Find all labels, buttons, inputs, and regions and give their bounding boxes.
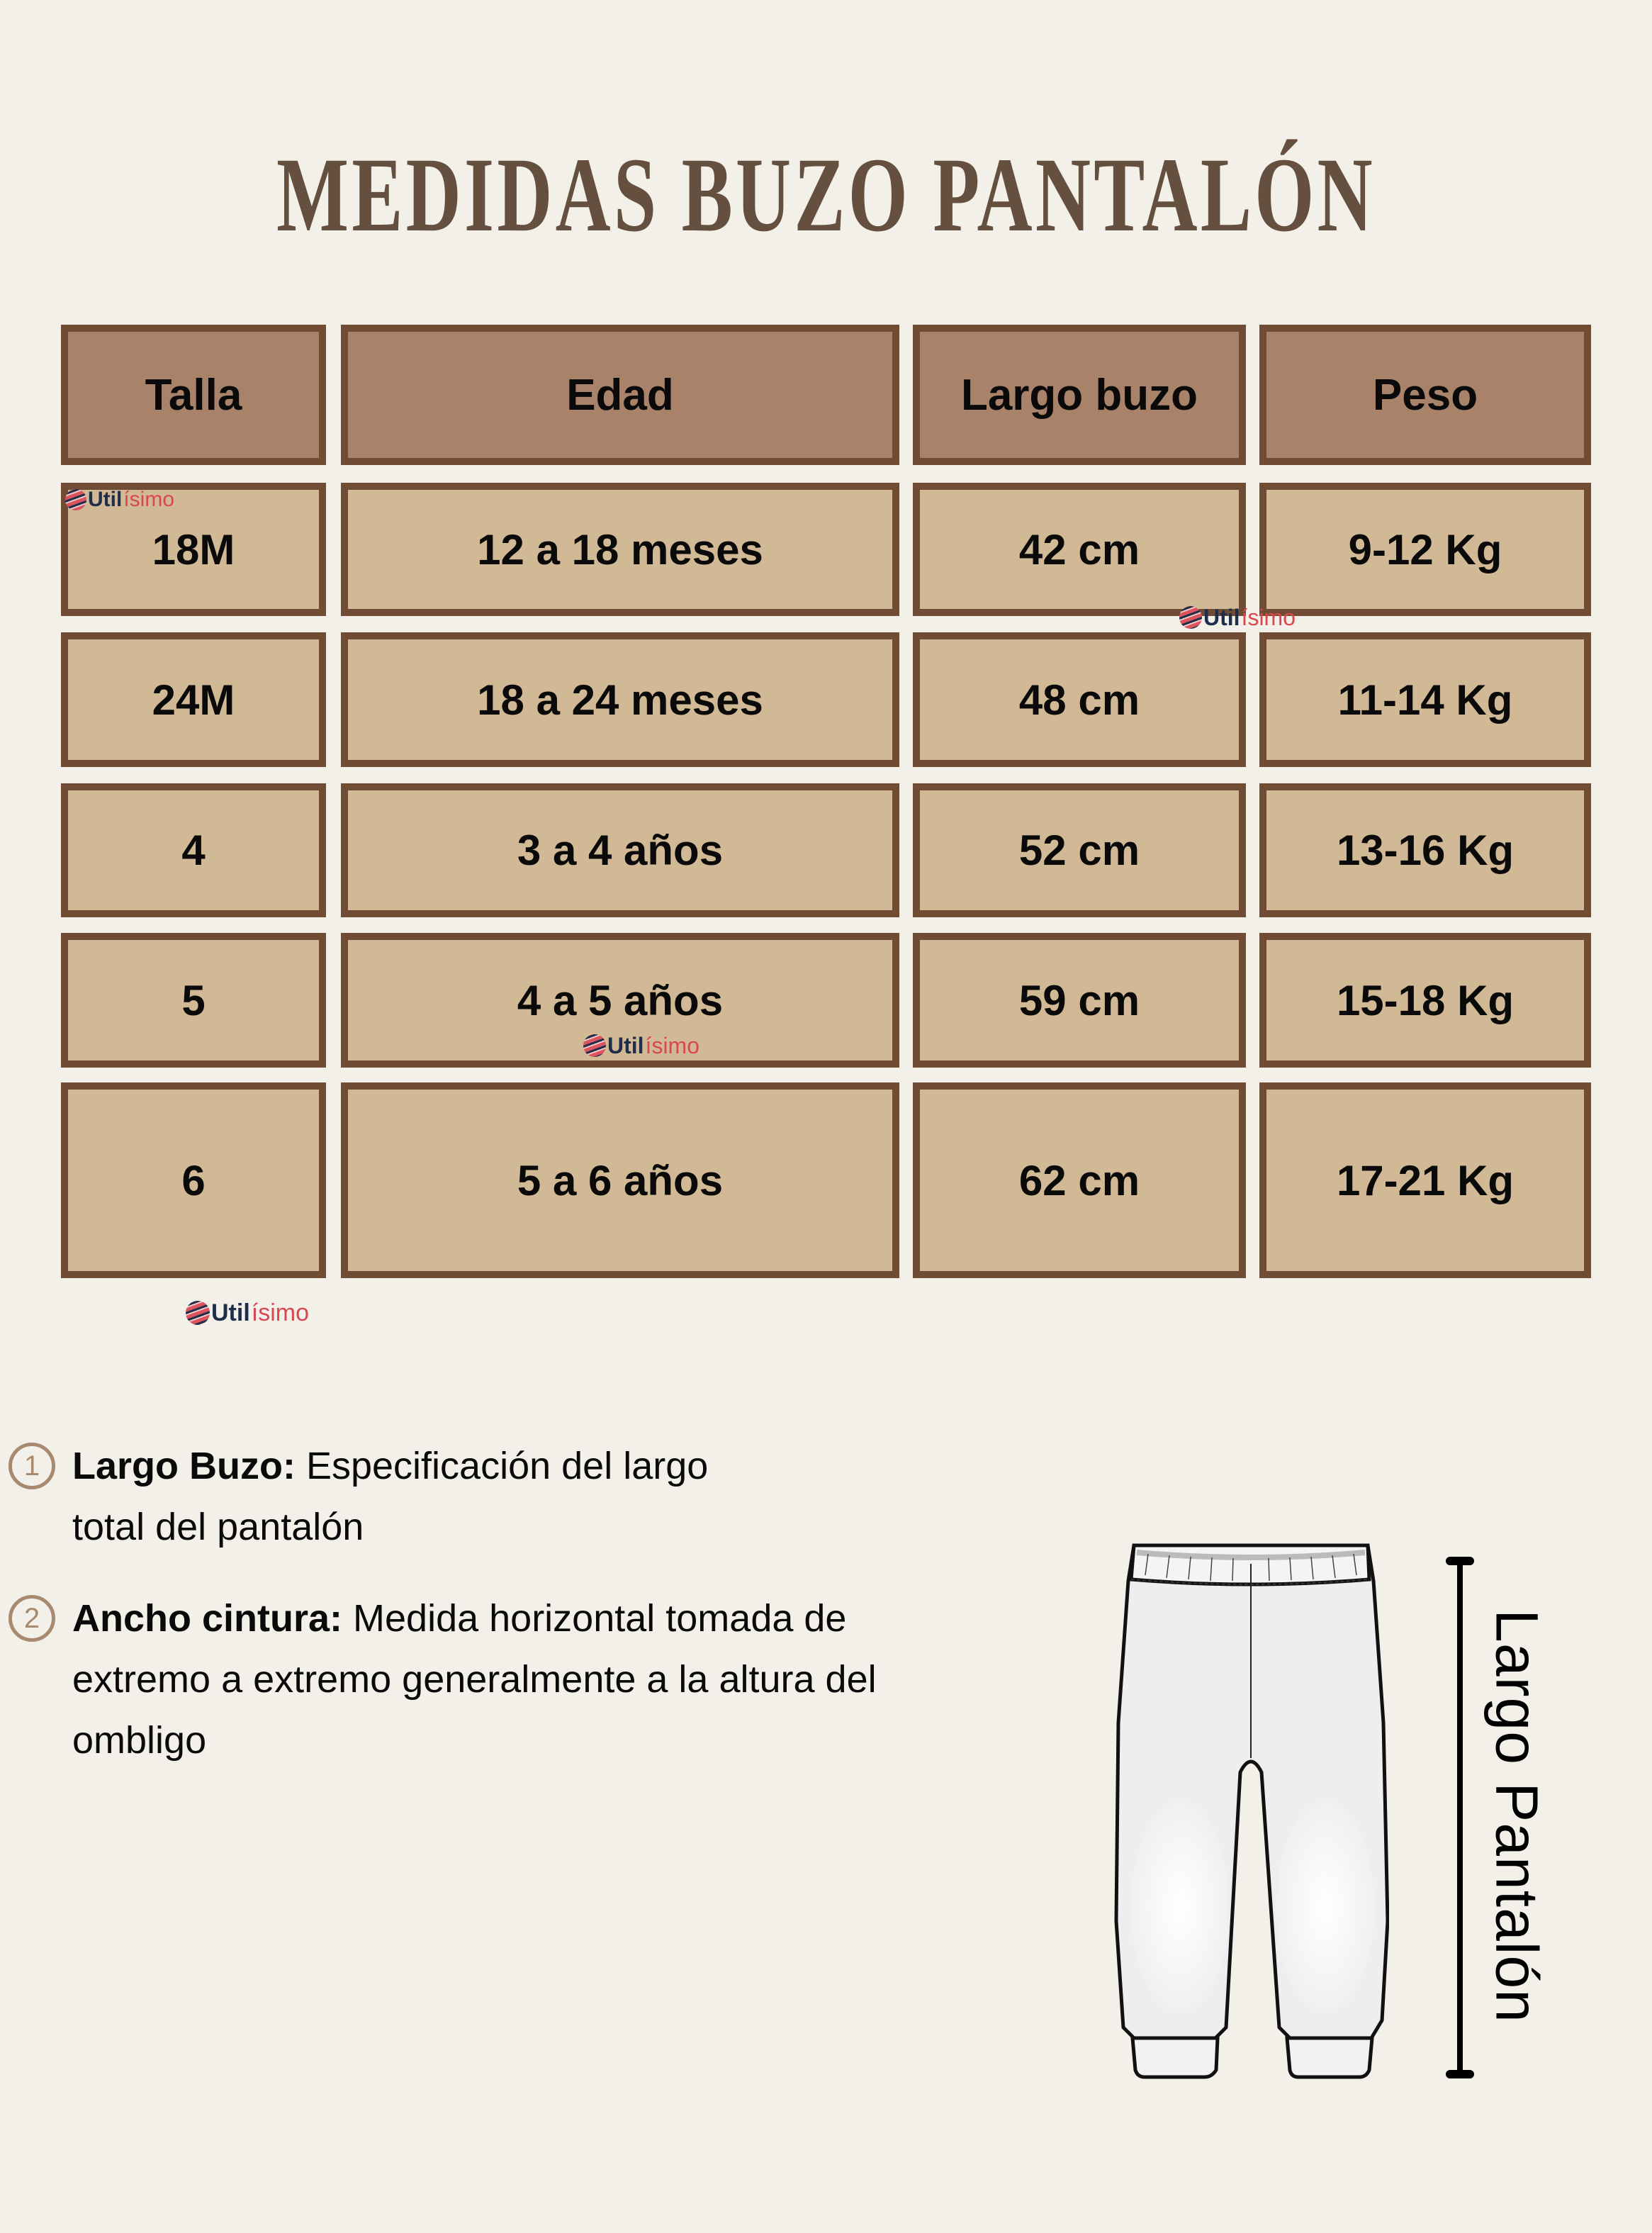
watermark-logo: Util ísimo: [1179, 606, 1296, 629]
measure-stem: [1457, 1557, 1463, 2078]
table-cell: 17-21 Kg: [1259, 1082, 1591, 1278]
table-cell: 18 a 24 meses: [341, 632, 899, 767]
table-cell: 48 cm: [913, 632, 1246, 767]
header-peso: Peso: [1259, 325, 1591, 465]
page-title: MEDIDAS BUZO PANTALÓN: [276, 136, 1376, 254]
length-measure-bar: [1446, 1557, 1474, 2078]
table-cell: 5: [61, 933, 326, 1068]
table-cell: 42 cm: [913, 483, 1246, 616]
header-largo-buzo: Largo buzo: [913, 325, 1246, 465]
table-cell: 4 a 5 años: [341, 933, 899, 1068]
note-term: Ancho cintura:: [72, 1597, 343, 1640]
table-cell: 3 a 4 años: [341, 783, 899, 917]
table-cell: 13-16 Kg: [1259, 783, 1591, 917]
note-term: Largo Buzo:: [72, 1445, 296, 1487]
watermark-logo: Util ísimo: [583, 1034, 699, 1057]
table-cell: 24M: [61, 632, 326, 767]
globe-icon: [65, 489, 86, 510]
number-2-icon: 2: [9, 1595, 55, 1642]
measure-cap-bottom: [1446, 2070, 1474, 2078]
table-cell: 11-14 Kg: [1259, 632, 1591, 767]
table-cell: 62 cm: [913, 1082, 1246, 1278]
measure-label: Largo Pantalón: [1483, 1609, 1551, 2023]
watermark-logo: Util ísimo: [65, 489, 174, 510]
table-cell: 52 cm: [913, 783, 1246, 917]
globe-icon: [186, 1301, 210, 1325]
table-cell: 12 a 18 meses: [341, 483, 899, 616]
table-cell: 15-18 Kg: [1259, 933, 1591, 1068]
pants-illustration: [1113, 1538, 1389, 2112]
globe-icon: [583, 1034, 606, 1057]
table-cell: 9-12 Kg: [1259, 483, 1591, 616]
table-cell: 4: [61, 783, 326, 917]
number-1-icon: 1: [9, 1443, 55, 1489]
note-largo-buzo: Largo Buzo: Especificación del largo total del pantalón: [72, 1445, 709, 1548]
note-ancho-cintura: Ancho cintura: Medida horizontal tomada de extremo a extremo generalmente a la altura del ombligo: [72, 1597, 877, 1762]
table-cell: 6: [61, 1082, 326, 1278]
watermark-logo: Util ísimo: [186, 1301, 309, 1325]
table-cell: 5 a 6 años: [341, 1082, 899, 1278]
header-edad: Edad: [341, 325, 899, 465]
globe-icon: [1179, 606, 1202, 629]
measure-cap-top: [1446, 1557, 1474, 1565]
header-talla: Talla: [61, 325, 326, 465]
table-cell: 18M: [61, 483, 326, 616]
table-cell: 59 cm: [913, 933, 1246, 1068]
